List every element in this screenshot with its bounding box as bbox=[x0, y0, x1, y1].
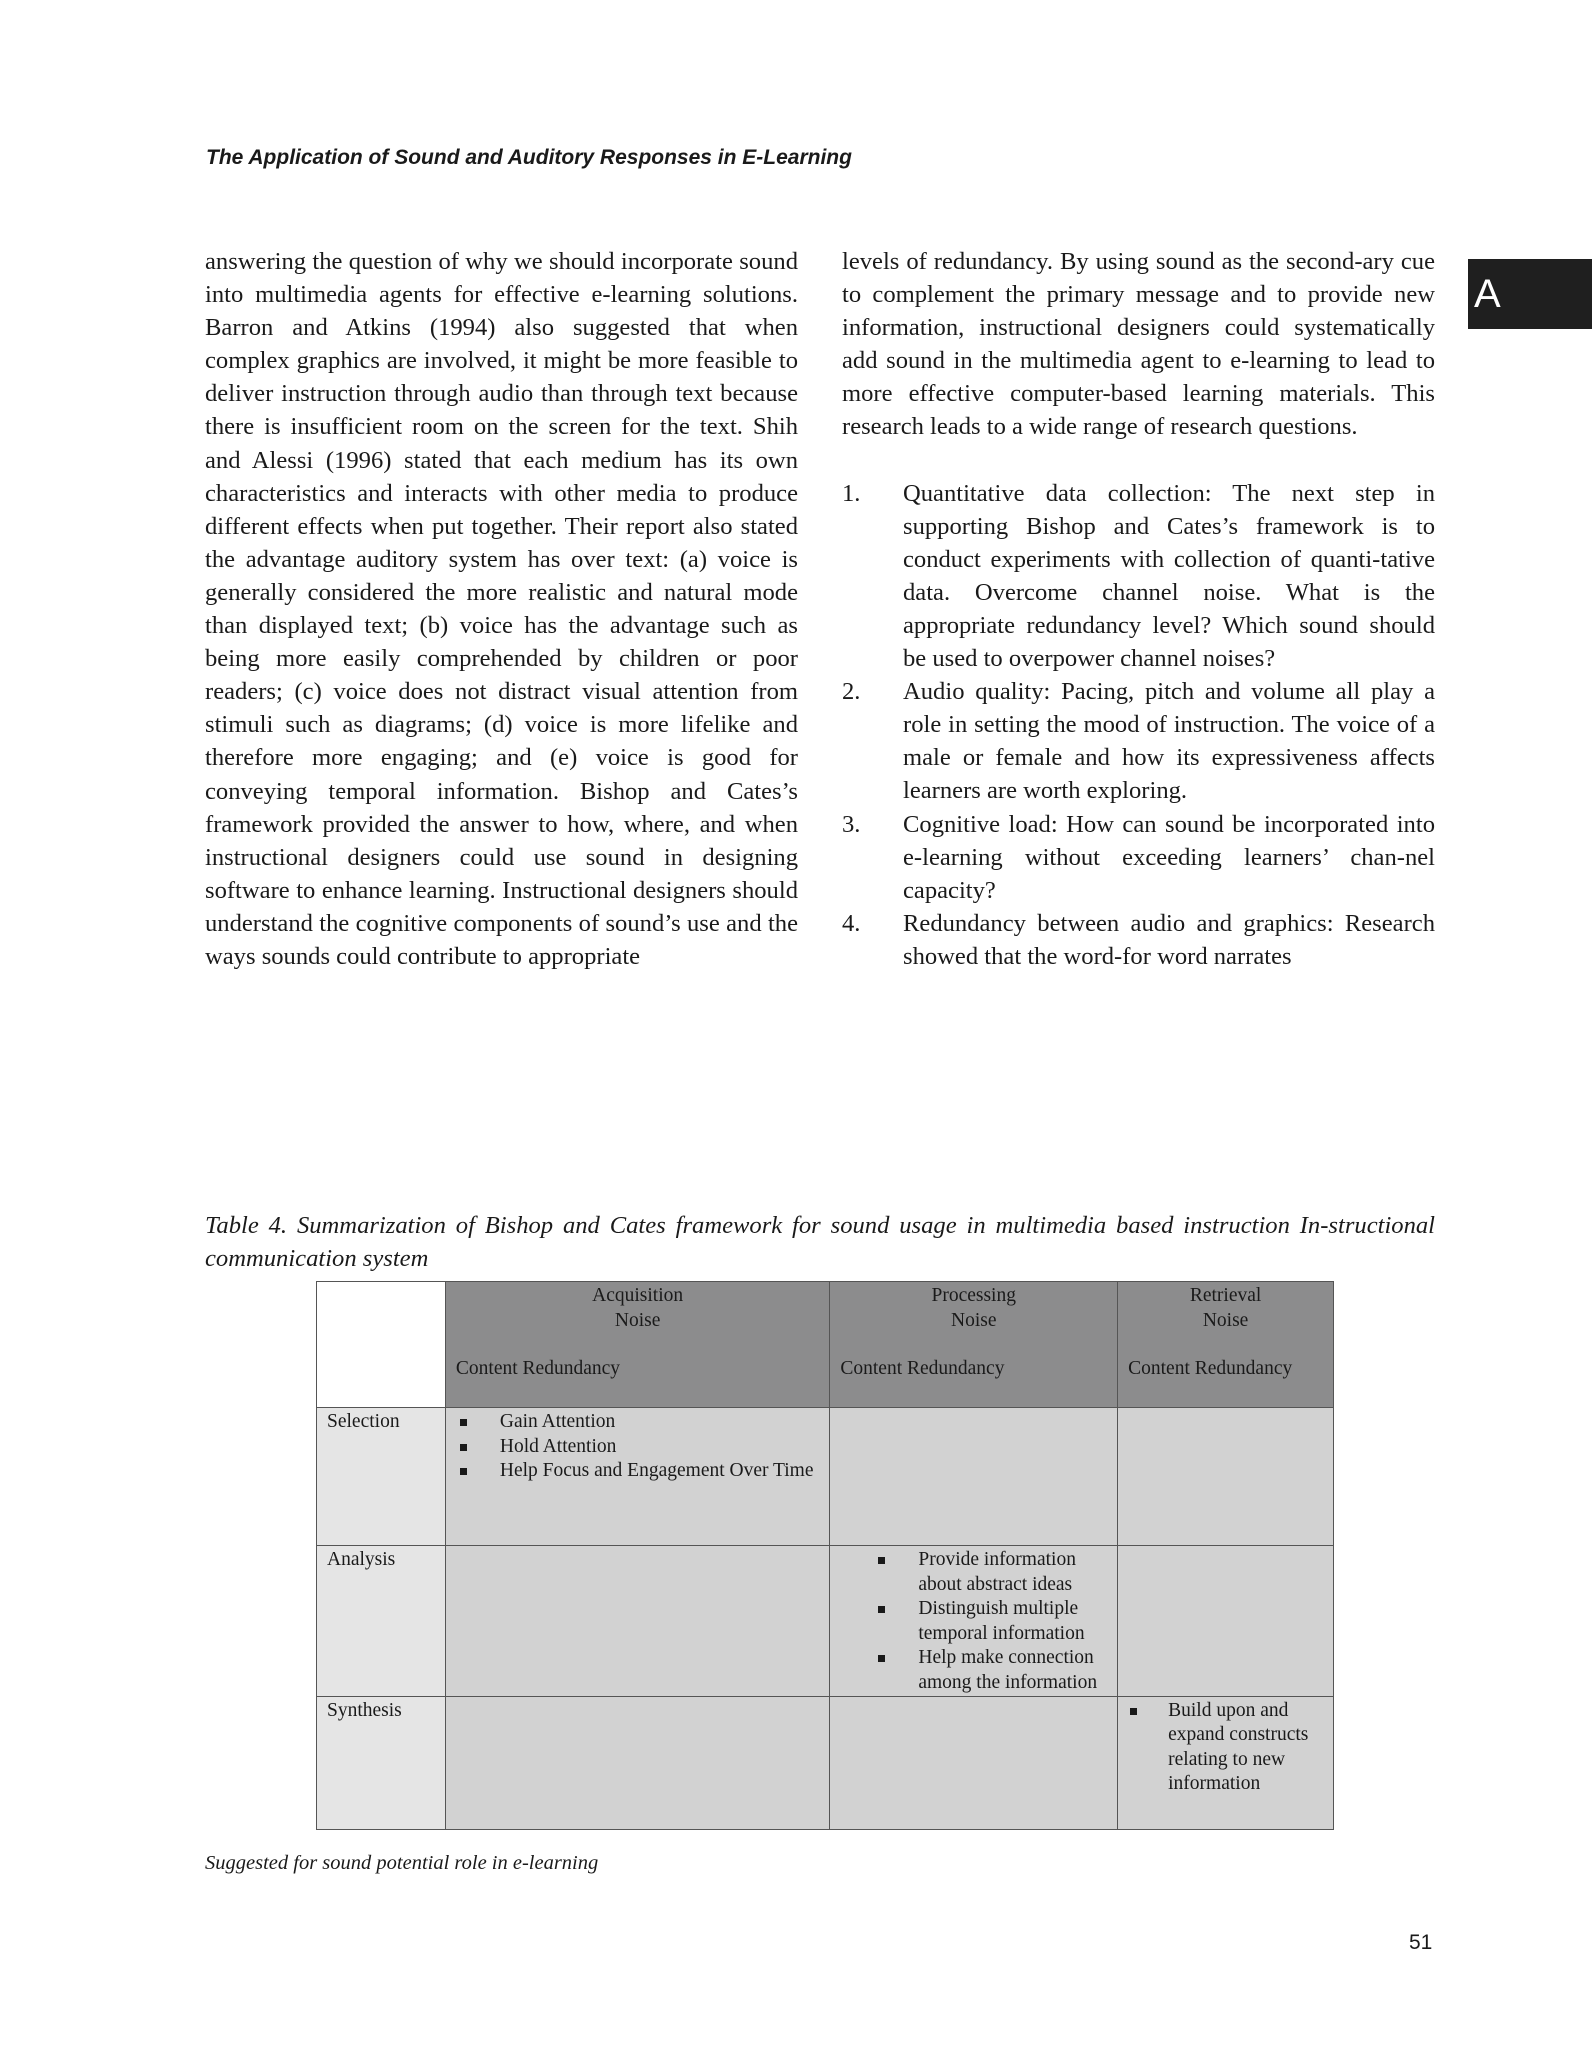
list-number: 2. bbox=[842, 678, 861, 706]
noise-label: Noise bbox=[614, 1309, 661, 1331]
table-cell bbox=[1118, 1696, 1334, 1829]
page-number: 51 bbox=[1409, 1931, 1433, 1954]
table-row bbox=[317, 1546, 1334, 1697]
header-acquisition bbox=[445, 1282, 829, 1408]
list-number: 3. bbox=[842, 810, 861, 838]
list-item bbox=[842, 675, 1435, 807]
bullet-list bbox=[1128, 1699, 1323, 1797]
list-item bbox=[842, 477, 1435, 676]
noise-label: Noise bbox=[950, 1309, 997, 1331]
bullet-item: Build upon and expand constructs relating to new information bbox=[1128, 1699, 1323, 1797]
list-item-text: Quantitative data collection: The next step in supporting Bishop and Cates’s framework is to conduct experiments with collection of quanti-tative data. Overcome channel noise. What is the appropriate redundancy level? Which sound should be used to overpower channel noises? bbox=[903, 479, 1435, 673]
list-number: 1. bbox=[842, 479, 861, 507]
table-footnote: Suggested for sound potential role in e-learning bbox=[205, 1852, 599, 1874]
redundancy-label: Content Redundancy bbox=[1128, 1358, 1293, 1380]
framework-table bbox=[316, 1281, 1334, 1830]
body-paragraph: answering the question of why we should incorporate sound into multimedia agents for effective e-learning solutions. Barron and Atkins (1994) also suggested that when complex graphics are involved, it might be more feasible to deliver instruction through audio than through text because there is insufficient room on the screen for the text. Shih and Alessi (1996) stated that each medium has its own characteristics and interacts with other media to produce different effects when put together. Their report also stated the advantage auditory system has over text: (a) voice is generally considered the more realistic and natural mode than displayed text; (b) voice has the advantage such as being more easily comprehended by children or poor readers; (c) voice does not distract visual attention from stimuli such as diagrams; (d) voice is more lifelike and therefore more engaging; and (e) voice is good for conveying temporal information. Bishop and Cates’s framework provided the answer to how, where, and when instructional designers could use sound in designing software to enhance learning. Instructional designers should understand the cognitive components of sound’s use and the ways sounds could contribute to appropriate bbox=[205, 248, 798, 970]
row-label: Selection bbox=[317, 1408, 446, 1546]
list-item bbox=[842, 907, 1435, 973]
bullet-item: Gain Attention bbox=[456, 1410, 819, 1435]
bullet-item: Help make connection among the information bbox=[840, 1646, 1107, 1695]
left-column bbox=[205, 245, 798, 973]
table-cell bbox=[830, 1408, 1118, 1546]
table-row bbox=[317, 1408, 1334, 1546]
header-retrieval bbox=[1118, 1282, 1334, 1408]
table-corner-cell bbox=[317, 1282, 446, 1408]
header-processing bbox=[830, 1282, 1118, 1408]
table-header-row bbox=[317, 1282, 1334, 1408]
bullet-list bbox=[456, 1410, 819, 1484]
table-cell bbox=[830, 1696, 1118, 1829]
body-paragraph: levels of redundancy. By using sound as the second-ary cue to complement the primary message and to provide new information, instructional designers could systematically add sound in the multimedia agent to e-learning to lead to more effective computer-based learning materials. This research leads to a wide range of research questions. bbox=[842, 248, 1435, 441]
bullet-item: Distinguish multiple temporal information bbox=[840, 1597, 1107, 1646]
table-row bbox=[317, 1696, 1334, 1829]
list-item-text: Audio quality: Pacing, pitch and volume all play a role in setting the mood of instruction. The voice of a male or female and how its expressiveness affects learners are worth exploring. bbox=[903, 678, 1435, 805]
bullet-item: Provide information about abstract ideas bbox=[840, 1548, 1107, 1597]
noise-label: Processing bbox=[931, 1285, 1016, 1306]
table-cell bbox=[445, 1546, 829, 1697]
table-cell bbox=[445, 1408, 829, 1546]
table-cell bbox=[1118, 1546, 1334, 1697]
table-cell bbox=[1118, 1408, 1334, 1546]
running-header: The Application of Sound and Auditory Responses in E-Learning bbox=[206, 146, 852, 169]
bullet-list bbox=[840, 1548, 1107, 1696]
list-item bbox=[842, 808, 1435, 907]
list-item-text: Cognitive load: How can sound be incorporated into e-learning without exceeding learners’ chan-nel capacity? bbox=[903, 810, 1435, 904]
row-label: Synthesis bbox=[317, 1696, 446, 1829]
noise-label: Acquisition bbox=[592, 1285, 684, 1306]
section-tab: A bbox=[1468, 259, 1592, 329]
row-label: Analysis bbox=[317, 1546, 446, 1697]
noise-label: Retrieval bbox=[1189, 1285, 1262, 1306]
list-item-text: Redundancy between audio and graphics: Research showed that the word-for word narrates bbox=[903, 909, 1435, 970]
bullet-item: Help Focus and Engagement Over Time bbox=[456, 1459, 819, 1484]
table-cell bbox=[445, 1696, 829, 1829]
research-questions-list bbox=[842, 477, 1435, 973]
table-caption: Table 4. Summarization of Bishop and Cates framework for sound usage in multimedia based instruction In-structional communication system bbox=[205, 1212, 1435, 1272]
redundancy-label: Content Redundancy bbox=[840, 1358, 1005, 1380]
bullet-item: Hold Attention bbox=[456, 1435, 819, 1460]
right-column bbox=[842, 245, 1435, 973]
list-number: 4. bbox=[842, 909, 861, 937]
table-cell bbox=[830, 1546, 1118, 1697]
noise-label: Noise bbox=[1202, 1309, 1249, 1331]
redundancy-label: Content Redundancy bbox=[455, 1358, 620, 1380]
